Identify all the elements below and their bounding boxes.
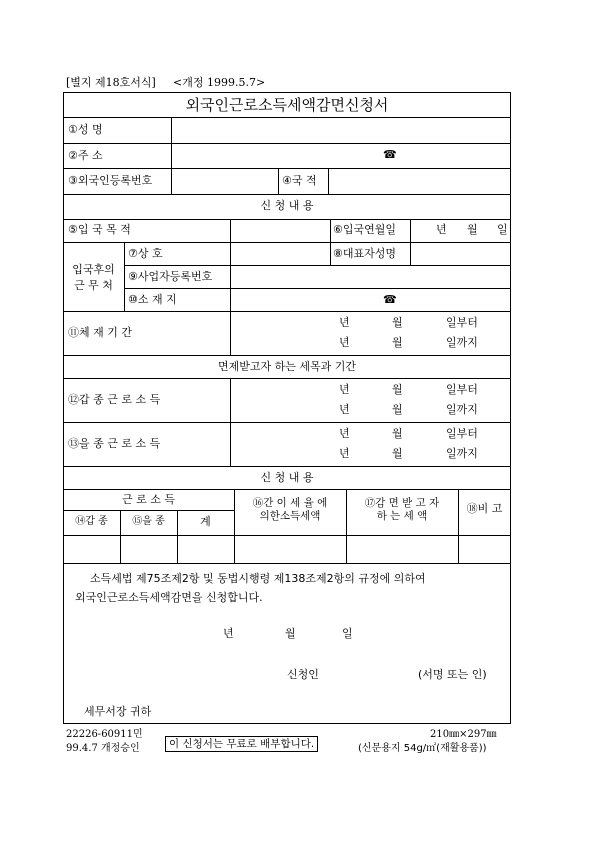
- earned-income-header: 근 로 소 득: [122, 493, 175, 506]
- date-day-label: 일: [342, 627, 353, 640]
- addressee-label: 세무서장 귀하: [84, 705, 152, 718]
- exempt-tax-column-header: ⑰감 면 받 고 자 하 는 세 액: [364, 497, 440, 522]
- remarks-field[interactable]: [459, 536, 510, 563]
- workplace-group-label: 입국후의 근 무 처: [72, 263, 115, 292]
- class-b-column-header: ⑮을 종: [132, 516, 165, 527]
- stay-period-label: ⑪체 재 기 간: [68, 326, 132, 339]
- entry-purpose-field[interactable]: [231, 220, 329, 241]
- entry-date-label: ⑥입국연월일: [333, 223, 396, 236]
- applicant-signature-field[interactable]: [330, 664, 410, 684]
- withheld-tax-column-header: ⑯간 이 세 율 에 의한소득세액: [252, 497, 328, 522]
- class-b-to-year: 년: [339, 447, 350, 460]
- entry-day-label: 일: [497, 223, 508, 236]
- date-month-label: 월: [285, 627, 296, 640]
- date-year-label: 년: [223, 627, 234, 640]
- class-b-from-month: 월: [392, 427, 403, 440]
- class-a-until-label: 일까지: [446, 403, 478, 416]
- business-registration-label: ⑨사업자등록번호: [128, 270, 213, 283]
- form-number-label: [별지 제18호서식]: [66, 76, 156, 89]
- class-b-income-label: ⑬을 종 근 로 소 득: [68, 437, 161, 450]
- section-request-heading: 신 청 내 용: [260, 199, 314, 212]
- class-a-from-label: 일부터: [446, 383, 478, 396]
- total-column-header: 계: [200, 515, 211, 528]
- free-distribution-notice: 이 신청서는 무료로 배부합니다.: [165, 736, 318, 752]
- phone-icon: ☎: [383, 148, 397, 161]
- applicant-label: 신청인: [287, 668, 319, 681]
- name-label: ①성 명: [68, 123, 103, 136]
- class-a-to-year: 년: [339, 403, 350, 416]
- nationality-label: ④국 적: [282, 174, 317, 187]
- approval-note: 99.4.7 개정승인: [66, 743, 140, 754]
- stay-from-month: 월: [392, 316, 403, 329]
- entry-month-label: 월: [467, 223, 478, 236]
- class-b-to-month: 월: [392, 447, 403, 460]
- name-field[interactable]: [172, 118, 510, 142]
- phone-icon: ☎: [383, 293, 397, 306]
- remarks-column-header: ⑱비 고: [466, 502, 503, 515]
- total-amount-field[interactable]: [178, 536, 234, 563]
- statement-line-1: 소득세법 제75조제2항 및 동법시행령 제138조제2항의 규정에 의하여: [90, 572, 426, 585]
- stay-until-label: 일까지: [446, 336, 478, 349]
- revision-note: <개정 1999.5.7>: [173, 76, 266, 89]
- class-a-amount-field[interactable]: [64, 536, 120, 563]
- alien-registration-field[interactable]: [172, 169, 277, 193]
- stay-to-year: 년: [339, 336, 350, 349]
- withheld-tax-field[interactable]: [235, 536, 346, 563]
- class-b-amount-field[interactable]: [121, 536, 177, 563]
- paper-type: (신문용지 54g/㎡(재활용품)): [358, 743, 487, 754]
- form-title: 외국인근로소득세액감면신청서: [185, 96, 389, 114]
- business-registration-field[interactable]: [231, 266, 510, 287]
- class-a-to-month: 월: [392, 403, 403, 416]
- address-field[interactable]: [172, 144, 510, 167]
- class-a-from-month: 월: [392, 383, 403, 396]
- address-label: ②주 소: [68, 149, 103, 162]
- entry-year-label: 년: [436, 223, 447, 236]
- class-b-from-year: 년: [339, 427, 350, 440]
- representative-field[interactable]: [411, 243, 510, 264]
- location-field[interactable]: [231, 289, 510, 310]
- alien-registration-label: ③외국인등록번호: [68, 174, 153, 187]
- form-code: 22226-60911민: [66, 729, 143, 740]
- nationality-field[interactable]: [329, 169, 510, 193]
- exempt-tax-field[interactable]: [347, 536, 458, 563]
- stay-from-year: 년: [339, 316, 350, 329]
- signature-note: (서명 또는 인): [418, 668, 487, 681]
- trade-name-field[interactable]: [231, 243, 329, 264]
- paper-size: 210㎜×297㎜: [430, 729, 497, 740]
- stay-to-month: 월: [392, 336, 403, 349]
- class-a-income-label: ⑫갑 종 근 로 소 득: [68, 393, 161, 406]
- trade-name-label: ⑦상 호: [128, 247, 163, 260]
- class-a-from-year: 년: [339, 383, 350, 396]
- section-request-heading-2: 신 청 내 용: [260, 471, 314, 484]
- section-tax-items-heading: 면제받고자 하는 세목과 기간: [217, 360, 356, 373]
- representative-label: ⑧대표자성명: [333, 247, 396, 260]
- class-b-from-label: 일부터: [446, 427, 478, 440]
- stay-from-label: 일부터: [446, 316, 478, 329]
- statement-line-2: 외국인근로소득세액감면을 신청합니다.: [75, 591, 263, 604]
- class-a-column-header: ⑭갑 종: [75, 516, 108, 527]
- class-b-until-label: 일까지: [446, 447, 478, 460]
- location-label: ⑩소 재 지: [128, 293, 177, 306]
- entry-purpose-label: ⑤입 국 목 적: [68, 223, 131, 236]
